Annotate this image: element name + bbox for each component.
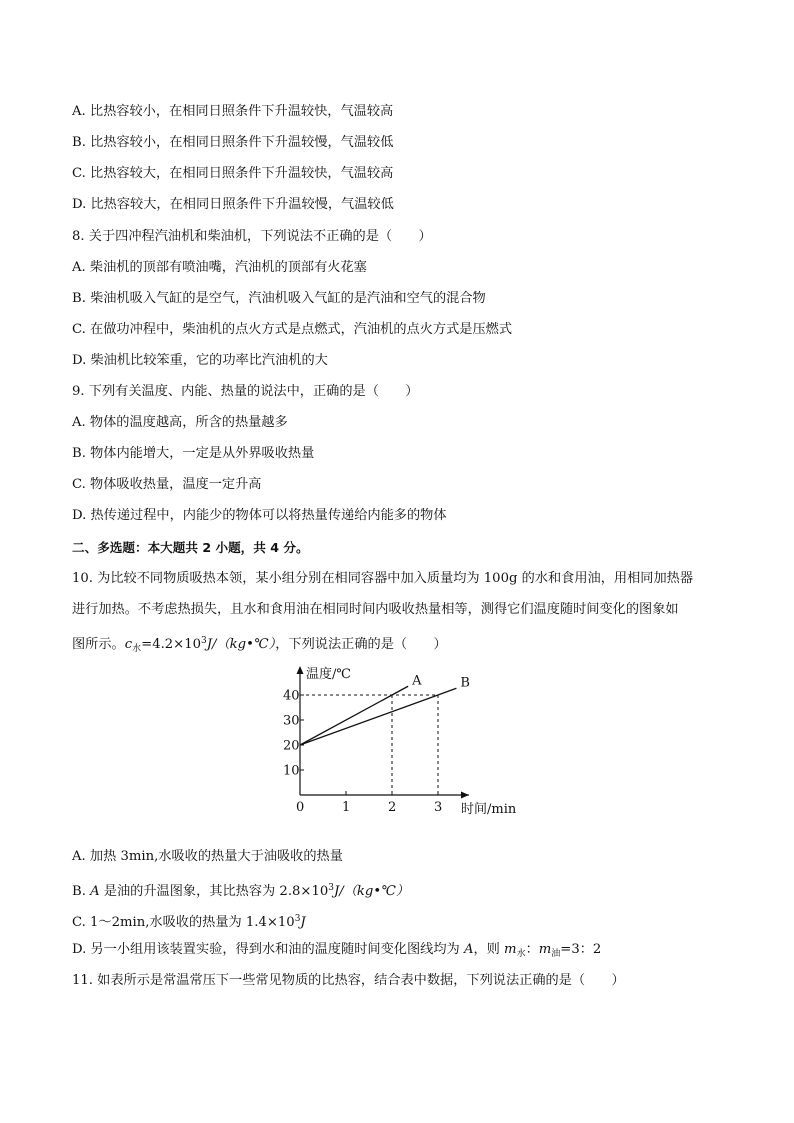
- q7-option-c: C. 比热容较大，在相同日照条件下升温较快，气温较高: [72, 166, 394, 181]
- option-d-text: D. 另一小组用该装置实验，得到水和油的温度随时间变化图线均为: [72, 942, 464, 957]
- y-tick-label: 20: [283, 738, 300, 754]
- q8-option-a: A. 柴油机的顶部有喷油嘴，汽油机的顶部有火花塞: [72, 260, 367, 275]
- option-c-text: C. 1～2min,水吸收的热量为 1.4×10: [72, 915, 295, 930]
- q11-stem: 11. 如表所示是常温常压下一些常见物质的比热容，结合表中数据，下列说法正确的是（ ）: [72, 973, 625, 988]
- x-tick-label: 1: [342, 800, 351, 815]
- q9-option-b: B. 物体内能增大，一定是从外界吸收热量: [72, 446, 315, 461]
- q7-option-d: D. 比热容较大，在相同日照条件下升温较慢，气温较低: [72, 197, 394, 212]
- series-line-B: [300, 688, 456, 745]
- option-d-text-2: ，则: [473, 942, 505, 957]
- option-b-unit: J/（kg•℃）: [333, 884, 410, 899]
- option-b-prefix: B.: [72, 884, 91, 899]
- mass-water-subscript: 水: [516, 949, 526, 959]
- q10-stem-line2: 进行加热。不考虑热损失，且水和食用油在相同时间内吸收热量相等，测得它们温度随时间变化的图象如: [72, 602, 679, 617]
- q10-stem-prefix: 图所示。: [72, 637, 125, 652]
- q8-option-b: B. 柴油机吸入气缸的是空气，汽油机吸入气缸的是汽油和空气的混合物: [72, 291, 486, 306]
- q8-option-c: C. 在做功冲程中，柴油机的点火方式是点燃式，汽油机的点火方式是压燃式: [72, 322, 513, 337]
- series-label-A: A: [412, 673, 422, 689]
- x-tick-label: 0: [296, 800, 305, 815]
- option-c-unit: J: [300, 915, 306, 930]
- exponent: 3: [201, 636, 207, 646]
- y-tick-label: 30: [283, 713, 300, 729]
- q9-option-c: C. 物体吸收热量，温度一定升高: [72, 477, 262, 492]
- option-d-variable: A: [463, 942, 474, 957]
- q9-stem: 9. 下列有关温度、内能、热量的说法中，正确的是（ ）: [72, 384, 419, 399]
- q10-option-d: [72, 941, 601, 963]
- x-tick-label: 3: [434, 800, 443, 815]
- series-label-B: B: [460, 675, 470, 691]
- mass-oil-symbol: m: [538, 942, 552, 957]
- section-heading: 二、多选题：本大题共 2 小题，共 4 分。: [72, 540, 309, 555]
- ratio-colon: ：: [525, 942, 539, 957]
- option-b-text: 是油的升温图象，其比热容为 2.8×10: [99, 884, 329, 899]
- q10-option-a: A. 加热 3min,水吸收的热量大于油吸收的热量: [72, 849, 343, 864]
- x-tick-label: 2: [388, 800, 397, 815]
- q10-option-b: [72, 879, 409, 901]
- q8-option-d: D. 柴油机比较笨重，它的功率比汽油机的大: [72, 353, 328, 368]
- q10-option-c: [72, 910, 306, 932]
- q10-stem-tail: ，下列说法正确的是（ ）: [275, 637, 447, 652]
- q9-option-a: A. 物体的温度越高，所含的热量越多: [72, 415, 288, 430]
- y-axis-label: 温度/℃: [306, 667, 351, 682]
- q8-stem: 8. 关于四冲程汽油机和柴油机，下列说法不正确的是（ ）: [72, 229, 432, 244]
- y-axis-arrow: [297, 666, 304, 674]
- q9-option-d: D. 热传递过程中，内能少的物体可以将热量传递给内能多的物体: [72, 508, 447, 523]
- y-tick-label: 10: [283, 763, 300, 779]
- x-axis-arrow: [461, 792, 469, 799]
- option-b-variable: A: [90, 884, 100, 899]
- q10-stem-line1: 10. 为比较不同物质吸热本领，某小组分别在相同容器中加入质量均为 100g 的水和食用油，用相同加热器: [72, 571, 694, 586]
- mass-water-symbol: m: [504, 942, 517, 957]
- specific-heat-symbol: c: [124, 637, 133, 652]
- specific-heat-value: =4.2×10: [141, 637, 202, 652]
- temperature-time-chart: [270, 655, 530, 825]
- y-tick-label: 40: [283, 688, 300, 704]
- ratio-value: =3：2: [560, 942, 602, 957]
- option-c-exponent: 3: [294, 914, 301, 924]
- mass-oil-subscript: 油: [551, 949, 561, 959]
- water-subscript: 水: [132, 644, 142, 654]
- q7-option-b: B. 比热容较小，在相同日照条件下升温较慢，气温较低: [72, 135, 394, 150]
- x-axis-label: 时间/min: [461, 802, 517, 817]
- q7-option-a: A. 比热容较小，在相同日照条件下升温较快，气温较高: [72, 104, 394, 119]
- option-b-exponent: 3: [328, 883, 334, 893]
- specific-heat-unit: J/（kg•℃）: [206, 637, 276, 652]
